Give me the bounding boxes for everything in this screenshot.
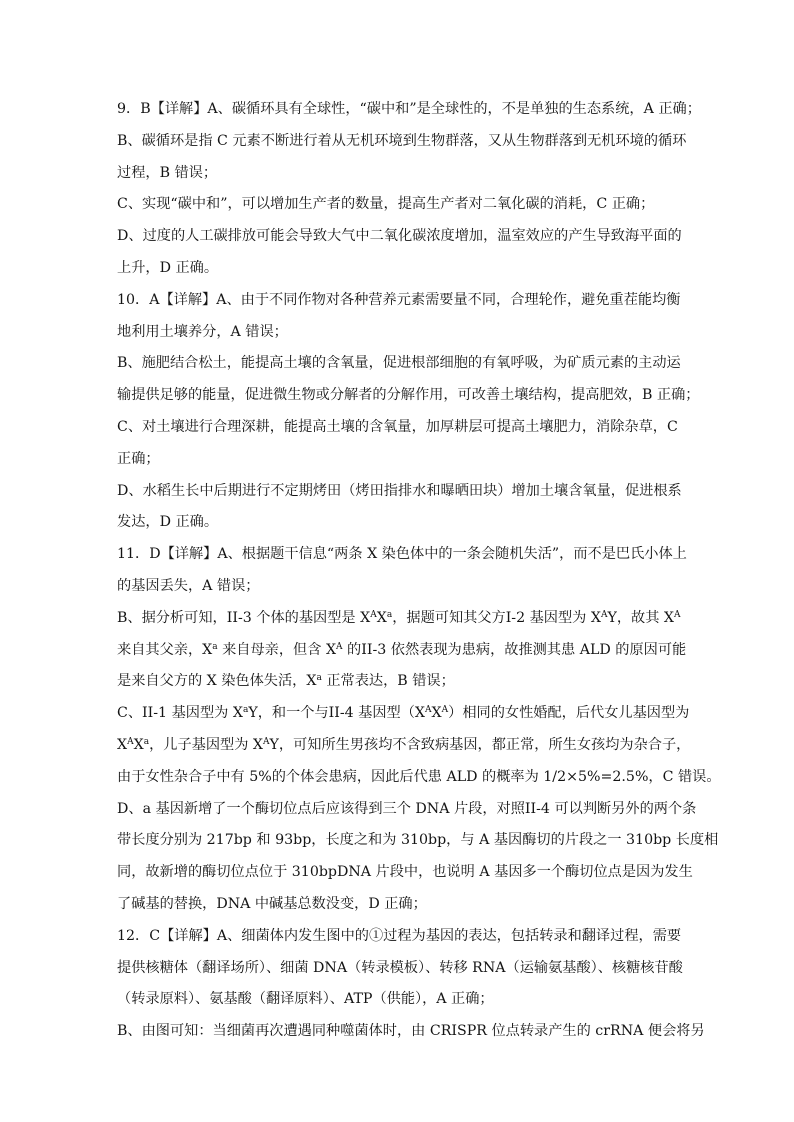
text-line: 9．B【详解】A、碳循环具有全球性，“碳中和”是全球性的，不是单独的生态系统，A 正确； (117, 101, 701, 117)
text-line: 正确； (117, 450, 160, 467)
text-line: D、过度的人工碳排放可能会导致大气中二氧化碳浓度增加，温室效应的产生导致海平面的 (117, 228, 682, 245)
text-line: C、II-1 基因型为 $X^aY$，和一个与II-4 基因型$(X^AX^A)$相同的女性婚配，后代女儿基因型为 (117, 705, 690, 722)
document-body (117, 94, 721, 1048)
text-line: （转录原料）、氨基酸（翻译原料）、ATP（供能），A 正确； (117, 991, 494, 1008)
text-line: B、据分析可知，II-3 个体的基因型是 $X^AX^a$，据题可知其父方I-2 基因型为 $X^AY$，故其 $X^A$ (117, 609, 681, 626)
text-line: D、a 基因新增了一个酶切位点后应该得到三个 DNA 片段，对照II-4 可以判断另外的两个条 (117, 800, 697, 817)
text-line: 地利用土壤养分，A 错误； (117, 323, 288, 340)
text-line: 10．A【详解】A、由于不同作物对各种营养元素需要量不同，合理轮作，避免重茬能均衡 (117, 291, 681, 308)
text-line: 由于女性杂合子中有 5%的个体会患病，因此后代患 ALD 的概率为 1/2×5%=2.5%，C 错误。 (117, 768, 721, 785)
text-line: 上升，D 正确。 (117, 259, 219, 276)
text-line: 来自其父亲，$X^a$ 来自母亲，但含 $X^A$ 的II-3 依然表现为患病，故推测其患 ALD 的原因可能 (117, 641, 687, 658)
text-line: 带长度分别为 217bp 和 93bp，长度之和为 310bp，与 A 基因酶切的片段之一 310bp 长度相 (117, 832, 719, 849)
text-line: 输提供足够的能量，促进微生物或分解者的分解作用，可改善土壤结构，提高肥效，B 正确； (117, 387, 700, 404)
text-line: 11．D【详解】A、根据题干信息“两条 X 染色体中的一条会随机失活”，而不是巴氏小体上 (117, 546, 687, 563)
text-line: 同，故新增的酶切位点位于 310bpDNA 片段中，也说明 A 基因多一个酶切位点是因为发生 (117, 864, 693, 881)
text-line: $X^AX^a$，儿子基因型为 $X^AY$，可知所生男孩均不含致病基因，都正常，所生女孩均为杂合子， (117, 736, 691, 753)
text-line: C、对土壤进行合理深耕，能提高土壤的含氧量，加厚耕层可提高土壤肥力，消除杂草，C (117, 418, 678, 435)
text-line: 12．C【详解】A、细菌体内发生图中的①过程为基因的表达，包括转录和翻译过程，需要 (117, 927, 682, 944)
text-line: 提供核糖体（翻译场所）、细菌 DNA（转录模板）、转移 RNA（运输氨基酸）、核糖核苷酸 (117, 959, 683, 976)
text-line: 发达，D 正确。 (117, 514, 219, 531)
text-line: 的基因丢失，A 错误； (117, 577, 260, 594)
text-line: B、施肥结合松土，能提高土壤的含氧量，促进根部细胞的有氧呼吸，为矿质元素的主动运 (117, 355, 681, 372)
text-line: B、由图可知：当细菌再次遭遇同种噬菌体时，由 CRISPR 位点转录产生的 crRNA 便会将另 (117, 1023, 705, 1040)
text-line: 过程，B 错误； (117, 164, 218, 181)
text-line: C、实现“碳中和”，可以增加生产者的数量，提高生产者对二氧化碳的消耗，C 正确； (117, 196, 655, 213)
text-line: D、水稻生长中后期进行不定期烤田（烤田指排水和曝晒田块）增加土壤含氧量，促进根系 (117, 482, 682, 499)
text-line: B、碳循环是指 C 元素不断进行着从无机环境到生物群落，又从生物群落到无机环境的循环 (117, 132, 687, 149)
text-line: 了碱基的替换，DNA 中碱基总数没变，D 正确； (117, 895, 427, 912)
text-line: 是来自父方的 X 染色体失活，$X^a$ 正常表达，B 错误； (117, 673, 455, 690)
